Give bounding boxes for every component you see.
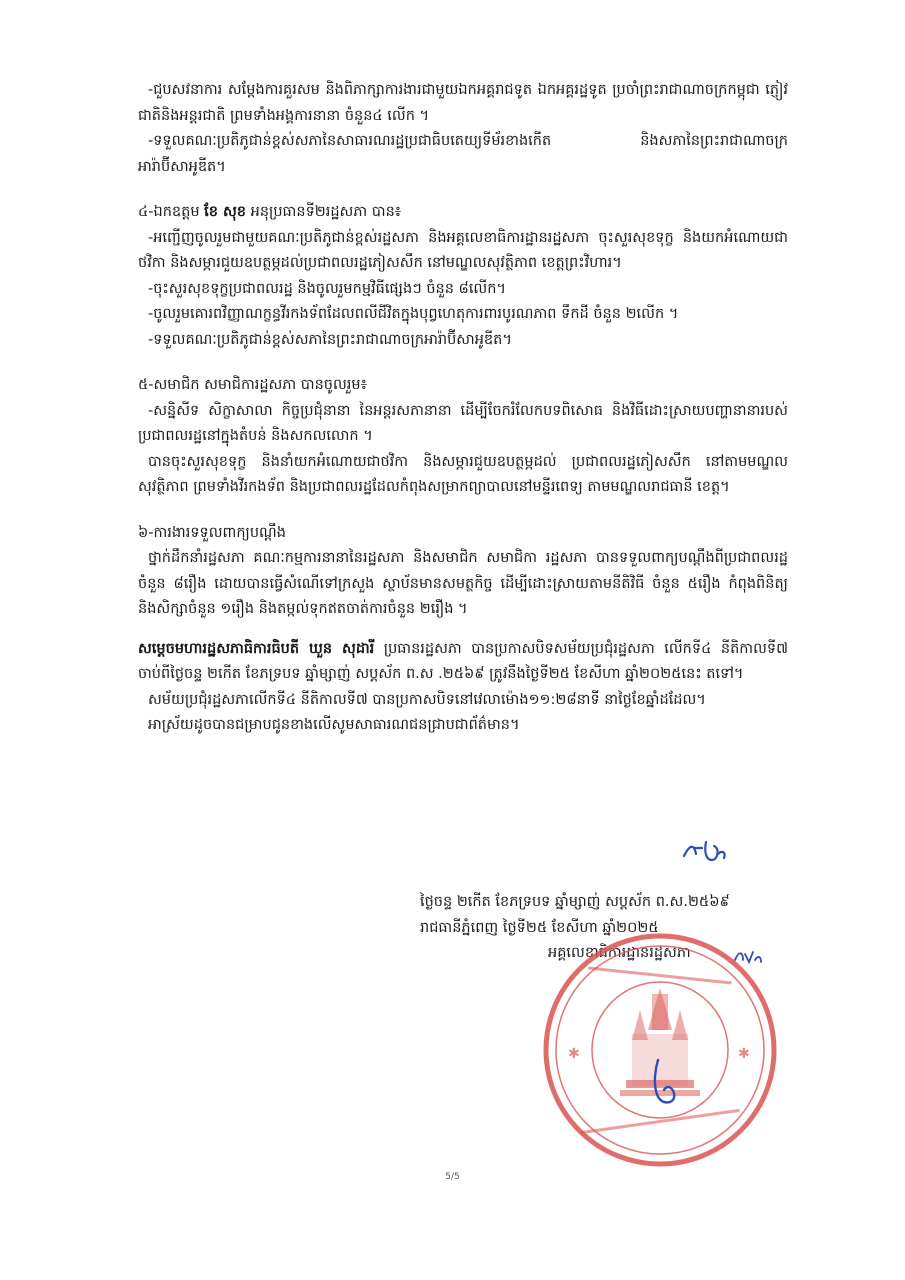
- closing-prefix: សម្ដេចមហារដ្ឋសភាធិការធិបតី: [138, 640, 310, 657]
- paragraph-saudi-delegation: -ទទួលគណៈប្រតិភូជាន់ខ្ពស់សភានៃព្រះរាជាណាចក្រអារ៉ាប៊ីសាអូឌីត។: [148, 331, 512, 348]
- paragraph-complaints: ថ្នាក់ដឹកនាំរដ្ឋសភា គណៈកម្មការនានានៃរដ្ឋសភា និងសមាជិក សមាជិកា រដ្ឋសភា បានទទួលពាក្យបណ្ដឹងពីប្រជាពលរដ្ឋចំនួន ៨រឿង ដោយបានធ្វើសំណើទៅក្រសួង ស្ថាប័នមានសមត្ថកិច្ច ដើម្បីដោះស្រាយតាមនីតិវិធី ចំនួន ៥រឿង កំពុងពិនិត្យ និងសិក្សាចំនួន ១រឿង និងតម្កល់ទុកឥតចាត់ការចំនួន ២រឿង ។: [138, 550, 788, 617]
- paragraph-closing-time: សម័យប្រជុំរដ្ឋសភាលើកទី៤ នីតិកាលទី៧ បានប្រកាសបិទនៅវេលាម៉ោង១១:២៨នាទី នាថ្ងៃខែឆ្នាំដដែល។: [148, 691, 706, 708]
- section-heading-4-prefix: ៤-ឯកឧត្ដម: [138, 204, 205, 220]
- paragraph-visit-citizens: -ចុះសួរសុខទុក្ខប្រជាពលរដ្ឋ និងចូលរួមកម្មវិធីផ្សេងៗ ចំនួន ៨លើក។: [148, 280, 506, 297]
- paragraph-commemoration: -ចូលរួមគោរពវិញ្ញាណក្ខន្ធវីរកងទ័ពដែលពលីជីវិតក្នុងបុព្វហេតុការពារបូរណភាព ទឹកដី ចំនួន ២លើក ។: [148, 306, 679, 322]
- signatory-title: អគ្គលេខាធិការដ្ឋានរដ្ឋសភា: [548, 945, 691, 961]
- paragraph-visit-refugees: -អញ្ជើញចូលរួមជាមួយគណៈប្រតិភូជាន់ខ្ពស់រដ្ឋសភា និងអគ្គលេខាធិការដ្ឋានរដ្ឋសភា ចុះសួរសុខទុក្ខ និងយកអំណោយជាថវិកា និងសម្ភារជួយឧបត្ថម្ភដល់ប្រជាពលរដ្ឋភៀសសឹក នៅមណ្ឌលសុវត្ថិភាព ខេត្តព្រះវិហារ។: [138, 229, 788, 271]
- paragraph-donations: បានចុះសួរសុខទុក្ខ និងនាំយកអំណោយជាថវិកា និងសម្ភារជួយឧបត្ថម្ភដល់ ប្រជាពលរដ្ឋភៀសសឹក នៅតាមមណ្ឌលសុវត្ថិភាព ព្រមទាំងវីរកងទ័ព និងប្រជាពលរដ្ឋដែលកំពុងសម្រាកព្យាបាលនៅមន្ទីរពេទ្យ តាមមណ្ឌលរាជធានី ខេត្ត។: [138, 453, 788, 495]
- paragraph-announcement: អាស្រ័យដូចបានជម្រាបជូនខាងលើសូមសាធារណជនជ្រាបជាព័ត៌មាន។: [148, 717, 520, 733]
- closing-name: ឃួន សុដារី: [309, 640, 375, 657]
- section-heading-5: ៥-សមាជិក សមាជិការដ្ឋសភា បានចូលរួម៖: [138, 377, 367, 393]
- official-seal-icon: [540, 930, 780, 1170]
- svg-text:✱: ✱: [738, 1046, 750, 1062]
- paragraph-closing-session: [138, 637, 788, 688]
- paragraph-meetings: -ជួបសវនាការ សម្ដែងការគួរសម និងពិភាក្សាការងារជាមួយឯកអគ្គរាជទូត ឯកអគ្គរដ្ឋទូត ប្រចាំព្រះរាជាណាចក្រកម្ពុជា ភ្ញៀវជាតិនិងអន្តរជាតិ ព្រមទាំងអង្គការនានា ចំនួន៤ លើក ។: [138, 82, 788, 124]
- document-body: [138, 78, 788, 739]
- paragraph-conferences: -សន្និសីទ សិក្ខាសាលា កិច្ចប្រជុំនានា នៃអន្តរសភានានា ដើម្បីចែករំលែកបទពិសោធ និងវិធីដោះស្រាយបញ្ហានានារបស់ប្រជាពលរដ្ឋនៅក្នុងតំបន់ និងសកលលោក ។: [138, 402, 788, 444]
- lunar-date: ថ្ងៃចន្ទ ២កើត ខែភទ្របទ ឆ្នាំម្សាញ់ សប្តស័ក ព.ស.២៥៦៩: [420, 894, 730, 910]
- closing-suffix: ប្រធានរដ្ឋសភា បានប្រកាសបិទសម័យប្រជុំរដ្ឋសភា លើកទី៤ នីតិកាលទី៧ ចាប់ពីថ្ងៃចន្ទ ២កើត ខែភទ្របទ ឆ្នាំម្សាញ់ សប្តស័ក ព.ស .២៥៦៩ ត្រូវនឹងថ្ងៃទី២៥ ខែសីហា ឆ្នាំ២០២៥នេះ តទៅ។: [138, 640, 788, 682]
- svg-text:✱: ✱: [568, 1046, 580, 1062]
- handwritten-initials-icon: [680, 838, 730, 866]
- paragraph-receive-delegations: -ទទួលគណៈប្រតិភូជាន់ខ្ពស់សភានៃសាធារណរដ្ឋប្រជាធិបតេយ្យទីម័រខាងកើត និងសភានៃព្រះរាជាណាចក្រអារ៉ាប៊ីសាអូឌីត។: [138, 133, 788, 175]
- section-heading-4-suffix: អនុប្រធានទី២រដ្ឋសភា បាន៖: [246, 204, 402, 220]
- place-date: រាជធានីភ្នំពេញ ថ្ងៃទី២៥ ខែសីហា ឆ្នាំ២០២៥: [420, 919, 659, 936]
- section-heading-4-name: ខែ សុខ: [204, 204, 247, 220]
- section-heading-6: ៦-ការងារទទួលពាក្យបណ្ដឹង: [138, 524, 286, 541]
- page-number: 5/5: [445, 1172, 460, 1182]
- section-heading-4: [138, 200, 788, 226]
